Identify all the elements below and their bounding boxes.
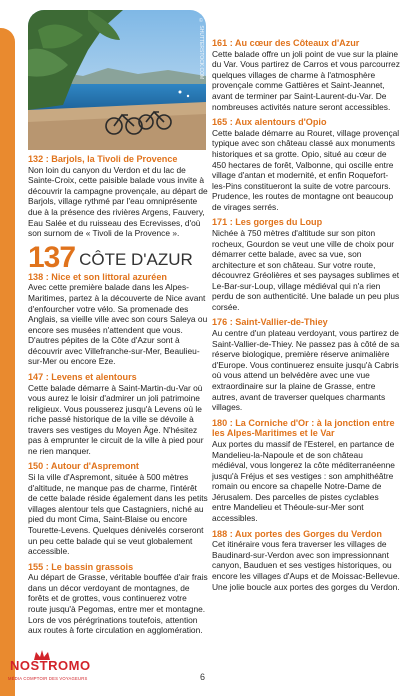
- logo-name: NOSTROMO: [10, 658, 91, 673]
- section-opio: [212, 117, 400, 212]
- region-name: CÔTE D'AZUR: [79, 249, 193, 269]
- section-title: 161 : Au cœur des Côteaux d'Azur: [212, 38, 360, 48]
- section-title: 188 : Aux portes des Gorges du Verdon: [212, 528, 382, 539]
- section-title: 150 : Autour d'Aspremont: [28, 461, 139, 472]
- section-body: Cette balade offre un joli point de vue sur la plaine du Var. Vous partirez de Carros et vous parcourrez quelques villages de charme à l'atmosphère provençale comme Gattières et Saint-Jeannet, avant de terminer par Saint-Laurent-du-Var. De nombreuses activités nature seront accessibles.: [212, 48, 400, 112]
- section-body: Avec cette première balade dans les Alpes-Maritimes, partez à la découverte de Nice avant d'enfourcher votre vélo. Sa promenade des Anglais, sa vieille ville avec son cours Saleya ou encore ses musées n'attendent que vous. D'autres pépites de la Côte d'Azur sont à découvrir avec Villefranche-sur-Mer, Beaulieu-sur-Mer ou encore Eze.: [28, 282, 208, 367]
- logo-tagline: MÉDIA COMPTOIR DES VOYAGEURS: [8, 676, 88, 681]
- section-title: 180 : La Corniche d'Or : à la jonction entre les Alpes-Maritimes et le Var: [212, 417, 395, 439]
- region-page-number: 137: [28, 240, 76, 274]
- section-title: 165 : Aux alentours d'Opio: [212, 117, 327, 128]
- section-corniche-or: [212, 418, 400, 524]
- cover-photo: [28, 10, 206, 150]
- section-body: Si la ville d'Aspremont, située à 500 mètres d'altitude, ne manque pas de charme, l'intérêt de cette balade réside également dans les petits villages alentour tels que Castagniers, niché au pied du mont Cima, Saint-Blaise ou encore Tourette-Levens. Quelques dénivelés corseront un peu cette balade qui se veut globalement accessible.: [28, 472, 208, 557]
- section-body: Cet itinéraire vous fera traverser les villages de Baudinard-sur-Verdon avec son impressionnant canyon, Bauduen et ses vestiges historiques, ou encore les villages d'Aups et de Moissac-Bellevue. Une jolie boucle aux portes des gorges du Verdon.: [212, 539, 400, 592]
- section-body: Cette balade démarre au Rouret, village provençal typique avec son château classé aux monuments historiques et sa grotte. Opio, situé au cœur de 450 hectares de forêt, Valbonne, qui oscille entre village d'antan et modernité, et enfin Roquefort-les-Pins constitueront la suite de votre parcours. Prudence, les routes de montagne ont beaucoup de virages serrés.: [212, 127, 400, 212]
- left-column: [28, 154, 208, 641]
- section-body: Aux portes du massif de l'Esterel, en partance de Mandelieu-la-Napoule et de son château médiéval, vous longerez la côte méditerranéenne jusqu'à Fréjus et ses vestiges : son amphithéâtre romain ou encore sa chapelle Notre-Dame de Jérusalem. Des parcelles de pistes cyclables entre Mandelieu et Théoule-sur-Mer sont accessibles.: [212, 439, 395, 524]
- section-title: 176 : Saint-Vallier-de-Thiey: [212, 317, 328, 328]
- section-body: Au centre d'un plateau verdoyant, vous partirez de Saint-Vallier-de-Thiey. Ne passez pas à côté de sa réserve biologique, première réserve animalière d'Europe. Vous continuerez ensuite jusqu'à Cabris où vous attend un belvédère avec une vue extraordinaire sur la plaine de Grasse, entre autres, avant de traverser quelques charmants villages.: [212, 328, 400, 413]
- region-heading: [28, 240, 208, 274]
- section-title: 132 : Barjols, la Tivoli de Provence: [28, 154, 178, 164]
- section-aspremont: [28, 461, 208, 556]
- section-grasse: [28, 562, 208, 636]
- right-column: [212, 38, 400, 597]
- section-title: 155 : Le bassin grassois: [28, 561, 134, 572]
- section-levens: [28, 372, 208, 457]
- section-body: Au départ de Grasse, véritable bouffée d'air frais dans un décor verdoyant de montagnes, de forêts et de grottes, vous continuerez votre route jusqu'à Pegomas, entre mer et montagne. Lors de vos pérégrinations toutefois, attention aux routes à forte circulation en agglomération.: [28, 572, 208, 636]
- section-title: 138 : Nice et son littoral azuréen: [28, 271, 167, 282]
- section-coteaux-azur: [212, 38, 400, 112]
- section-body: Cette balade démarre à Saint-Martin-du-Var où vous aurez le loisir d'admirer un joli patrimoine religieux. Vous pousserez jusqu'à Levens où le riche passé historique de la ville se dévoile à travers ses vestiges du Moyen Âge. N'hésitez pas à emprunter le circuit de la ville à pied pour ne rien manquer.: [28, 382, 204, 456]
- section-gorges-verdon: [212, 529, 400, 593]
- page-number: 6: [199, 672, 205, 682]
- section-title: 147 : Levens et alentours: [28, 371, 137, 382]
- left-margin-stripe: [0, 28, 15, 696]
- section-body: Non loin du canyon du Verdon et du lac de Sainte-Croix, cette paisible balade vous invite à découvrir la campagne provençale, au départ de Barjols, village rythmé par l'eau omniprésente due à la présence des rivières Argens, Fauvery, Eau Salée et du ruisseau des Ecrevisses, d'où son surnom de « Tivoli de la Provence ».: [28, 164, 208, 239]
- section-gorges-loup: [212, 217, 400, 312]
- section-barjols: [28, 154, 208, 239]
- photo-credit: © SHUTTERSTOCK.COM: [198, 18, 204, 80]
- section-nice: [28, 272, 208, 367]
- section-title: 171 : Les gorges du Loup: [212, 217, 323, 228]
- section-saint-vallier: [212, 317, 400, 412]
- section-body: Nichée à 750 mètres d'altitude sur son piton rocheux, Gourdon se veut une ville de choix pour démarrer cette balade, avec sa vue, son architecture et son château. Sur votre route, découvrez Gréolières et ses paysages sublimes et Le-Bar-sur-Loup, village médiéval qui n'a rien perdu de son authenticité. Une balade un peu plus corsée.: [212, 228, 400, 312]
- photo-coastal-bikes: [28, 10, 206, 150]
